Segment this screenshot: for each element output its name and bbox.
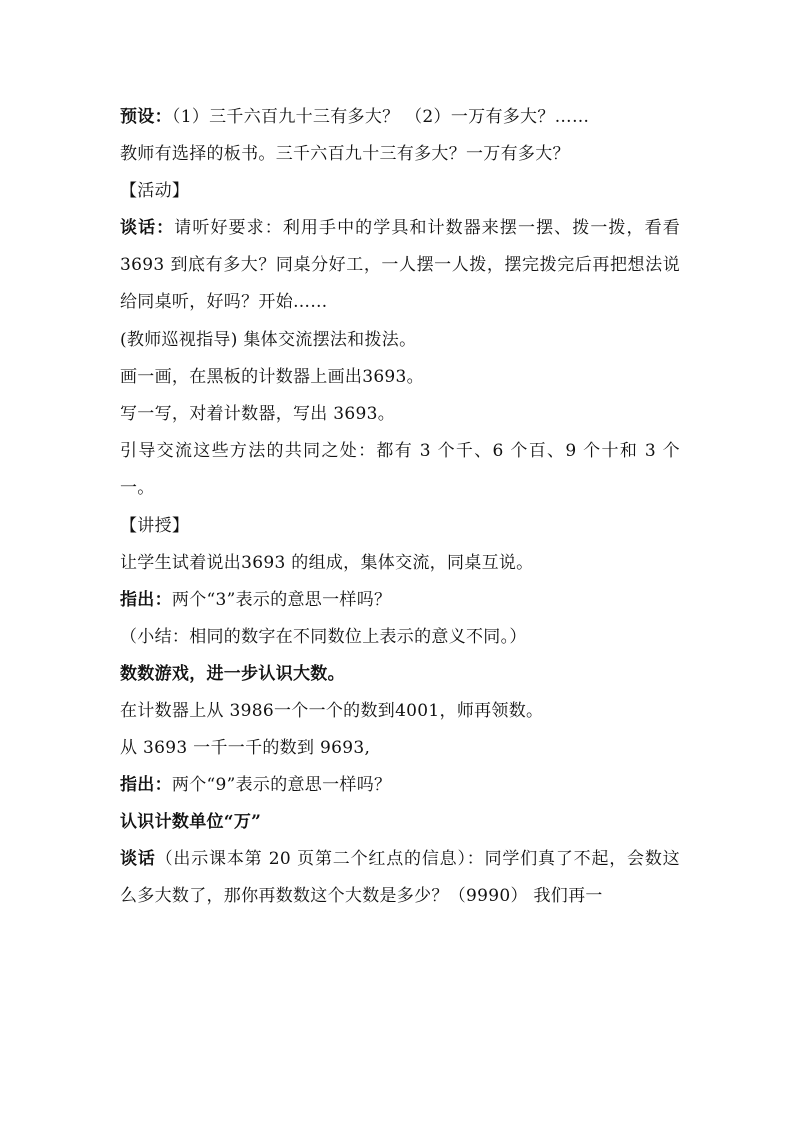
point-out-label-2: 指出： bbox=[120, 775, 172, 795]
ten-thousand-unit-heading: 认识计数单位“万” bbox=[120, 812, 262, 832]
lecture-heading: 【讲授】 bbox=[120, 516, 190, 536]
preset-text: （1）三千六百九十三有多大？ （2）一万有多大？…… bbox=[171, 107, 590, 127]
preset-line bbox=[120, 104, 680, 130]
counting-game-heading: 数数游戏，进一步认识大数。 bbox=[120, 664, 345, 684]
summary-line: （小结：相同的数字在不同数位上表示的意义不同。） bbox=[120, 627, 527, 647]
talk-text-2: （出示课本第 20 页第二个红点的信息）：同学们真了不起，会数这么多大数了，那你再数数这个大数是多少？（9990） 我们再一 bbox=[120, 849, 680, 906]
point-out-label-1: 指出： bbox=[120, 590, 172, 610]
preset-label: 预设： bbox=[120, 107, 172, 127]
talk-paragraph-2 bbox=[120, 841, 680, 915]
draw-line: 画一画，在黑板的计数器上画出3693。 bbox=[120, 367, 424, 387]
teacher-guidance-line: (教师巡视指导) 集体交流摆法和拨法。 bbox=[120, 330, 417, 350]
talk-paragraph bbox=[120, 210, 680, 321]
write-line: 写一写，对着计数器，写出 3693。 bbox=[120, 404, 396, 424]
activity-heading: 【活动】 bbox=[120, 181, 190, 201]
common-points-paragraph: 引导交流这些方法的共同之处：都有 3 个千、6 个百、9 个十和 3 个一。 bbox=[120, 441, 680, 498]
document-body bbox=[120, 104, 680, 921]
talk-label-2: 谈话 bbox=[120, 849, 156, 869]
point-out-text-1: 两个“3”表示的意思一样吗？ bbox=[171, 590, 392, 610]
point-out-line-2 bbox=[120, 772, 680, 798]
point-out-text-2: 两个“9”表示的意思一样吗？ bbox=[171, 775, 392, 795]
board-writing-line: 教师有选择的板书。三千六百九十三有多大？一万有多大？ bbox=[120, 144, 570, 164]
counter-counting-line: 在计数器上从 3986一个一个的数到4001，师再领数。 bbox=[120, 701, 544, 721]
point-out-line-1 bbox=[120, 587, 680, 613]
talk-label: 谈话： bbox=[120, 218, 175, 238]
talk-text: 请听好要求：利用手中的学具和计数器来摆一摆、拨一拨，看看 3693 到底有多大？同桌分好工，一人摆一人拨，摆完拨完后再把想法说给同桌听，好吗？开始…… bbox=[120, 218, 680, 312]
thousands-counting-line: 从 3693 一千一千的数到 9693, bbox=[120, 738, 371, 758]
composition-line: 让学生试着说出3693 的组成，集体交流，同桌互说。 bbox=[120, 553, 534, 573]
